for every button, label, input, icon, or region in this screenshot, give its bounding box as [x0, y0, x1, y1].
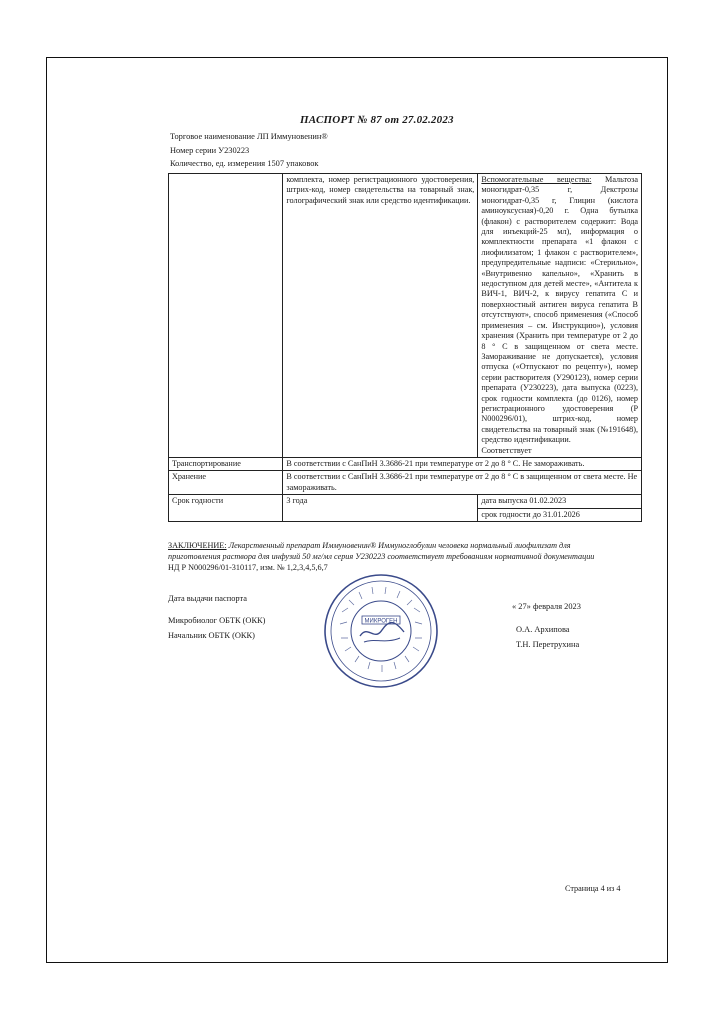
- table-cell: [169, 174, 283, 458]
- status-text: Соответствует: [481, 445, 532, 455]
- page-number: Страница 4 из 4: [565, 884, 621, 893]
- head-name: Т.Н. Перетрухина: [516, 640, 580, 649]
- row-label: Хранение: [169, 471, 283, 495]
- issue-date-sig: « 27» февраля 2023: [512, 602, 581, 611]
- issue-date: дата выпуска 01.02.2023: [478, 495, 641, 508]
- table-row: [169, 471, 642, 495]
- row-label: Срок годности: [169, 495, 283, 522]
- svg-text:МИКРОГЕН: МИКРОГЕН: [364, 618, 398, 625]
- row-value: В соответствии с СанПиН 3.3686-21 при температуре от 2 до 8 ° С. Не замораживать.: [283, 457, 642, 470]
- table-row: [169, 174, 642, 458]
- trade-name: Торговое наименование ЛП Иммуновенин®: [170, 132, 328, 141]
- row-value: В соответствии с СанПиН 3.3686-21 при температуре от 2 до 8 ° С в защищенном от света месте. Не замораживать.: [283, 471, 642, 495]
- conclusion-line2: приготовления раствора для инфузий 50 мг/мл серия У230223 соответствует требованиям нормативной документации: [168, 552, 595, 561]
- quality-table: [168, 173, 642, 522]
- excipients-heading: Вспомогательные вещества:: [481, 175, 592, 184]
- quantity: Количество, ед. измерения 1507 упаковок: [170, 159, 319, 168]
- table-cell: [283, 174, 478, 458]
- conclusion: [168, 540, 638, 573]
- conclusion-line1: Лекарственный препарат Иммуновенин® Иммуноглобулин человека нормальный лиофилизат для: [226, 541, 571, 550]
- microbiologist-label: Микробиолог ОБТК (ОКК): [168, 616, 266, 625]
- dates-cell: [478, 495, 642, 522]
- row-value: 3 года: [283, 495, 478, 522]
- excipients-body: Мальтоза моногидрат-0,35 г, Декстрозы моногидрат-0,35 г, Глицин (кислота аминоуксусная)-0,20 г. Одна бутылка (флакон) с растворителем содержит: Вода для инъекций-25 мл), информация о комплектности препарата «1 флакон с лиофилизатом; 1 флакон с растворителем», предупредительные надписи: «Стерильно», «Внутривенно капельно», «Хранить в недоступном для детей месте», «Антитела к ВИЧ-1, ВИЧ-2, к вирусу гепатита С и поверхностный антиген вируса гепатита В отсутствуют», способ применения («Способ применения – см. Инструкцию»), условия хранения (Хранить при температуре от 2 до 8 ° С в защищенном от света месте. Замораживание не допускается), условия отпуска («Отпускают по рецепту»), номер серии растворителя (У290123), номер серии препарата (У230223), дата выпуска (0223), срок годности комплекта (до 0126), номер регистрационного удостоверения (Р N000296/01), штрих-код, номер свидетельства на товарный знак (№191648), средство идентификации.: [481, 175, 638, 445]
- passport-title: ПАСПОРТ № 87 от 27.02.2023: [300, 114, 454, 126]
- conclusion-line3: НД Р N000296/01-310117, изм. № 1,2,3,4,5,6,7: [168, 563, 328, 572]
- microbiologist-name: О.А. Архипова: [516, 625, 570, 634]
- table-row: [169, 495, 642, 522]
- packaging-text: комплекта, номер регистрационного удостоверения, штрих-код, номер свидетельства на товарный знак, голографический знак или средство идентификации.: [286, 175, 475, 205]
- round-seal-icon: [322, 572, 440, 690]
- conclusion-label: ЗАКЛЮЧЕНИЕ:: [168, 541, 227, 550]
- issue-label: Дата выдачи паспорта: [168, 594, 247, 603]
- row-label: Транспортирование: [169, 457, 283, 470]
- expiry-date: срок годности до 31.01.2026: [481, 509, 580, 519]
- head-label: Начальник ОБТК (ОКК): [168, 631, 255, 640]
- series-number: Номер серии У230223: [170, 146, 250, 155]
- table-cell: [478, 174, 642, 458]
- excipients-text: [481, 175, 638, 446]
- table-row: [169, 457, 642, 470]
